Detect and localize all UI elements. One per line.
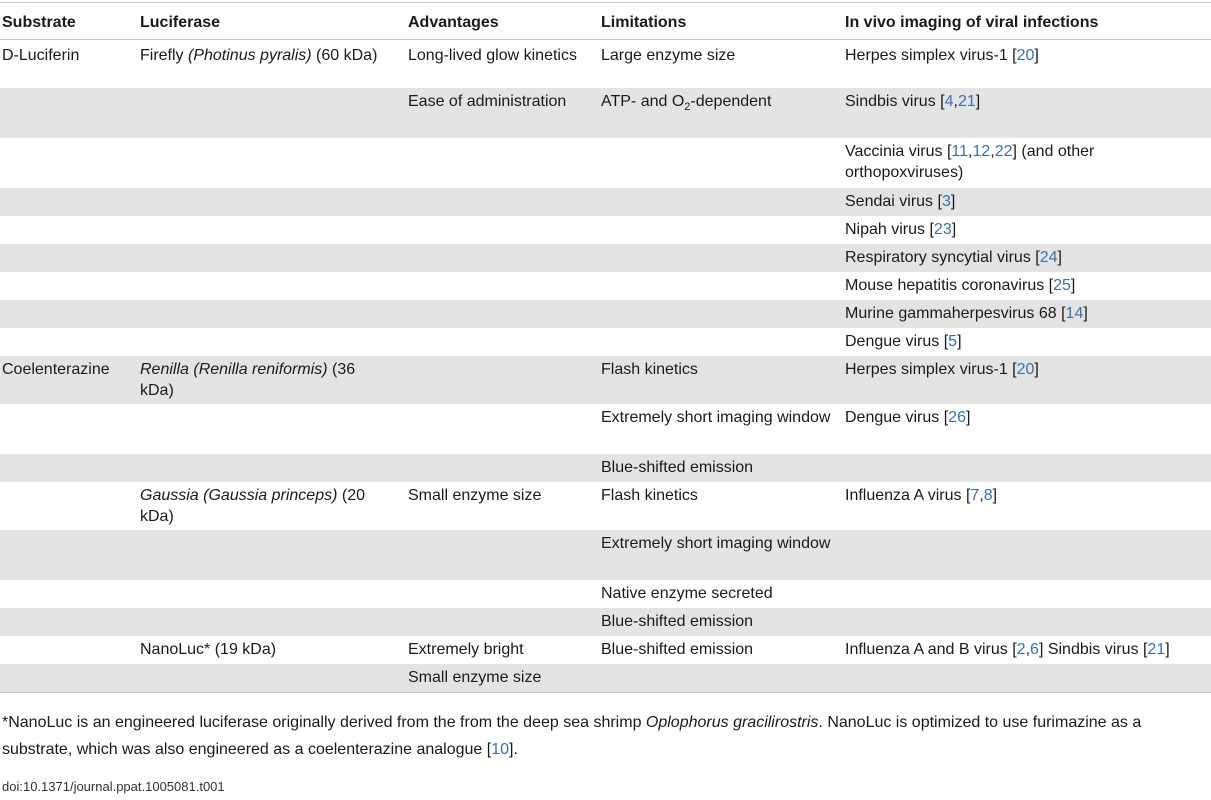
imaging-cell [845, 639, 1211, 660]
cell-text: Extremely short imaging window [601, 409, 831, 426]
cell-text: Small enzyme size [408, 669, 542, 686]
table-top-rule [0, 2, 1211, 3]
limitations-cell [601, 457, 831, 478]
cell-text: Large enzyme size [601, 47, 736, 64]
advantages-cell [408, 639, 588, 660]
cell-text: *NanoLuc is an engineered luciferase originally derived from the from the deep sea shrimp [2, 714, 646, 731]
italic-text: (Photinus pyralis) [188, 47, 312, 64]
cell-text: Sindbis virus [ [845, 93, 945, 110]
cell-text: ] [1034, 47, 1039, 64]
cell-text: Dengue virus [ [845, 409, 949, 426]
advantages-cell [408, 45, 588, 66]
citation-link[interactable]: 10 [491, 741, 509, 758]
cell-text: ] [950, 193, 956, 210]
cell-text: Firefly [140, 47, 188, 64]
table-row [0, 404, 1211, 454]
header-rule [0, 39, 1211, 40]
cell-text: , [968, 143, 973, 160]
table-row [0, 42, 1211, 88]
imaging-cell [845, 141, 1211, 183]
header-luciferase: Luciferase [140, 14, 221, 31]
table-row [0, 482, 1211, 530]
cell-text: Ease of administration [408, 93, 567, 110]
cell-text: , [1025, 641, 1031, 658]
citation-link[interactable]: 14 [1065, 305, 1084, 322]
imaging-cell [845, 407, 1211, 428]
luciferase-cell [140, 485, 390, 527]
advantages-cell [408, 91, 588, 112]
cell-text: ] [1165, 641, 1170, 658]
cell-text: Nipah virus [ [845, 221, 934, 238]
italic-text: Renilla (Renilla reniformis) [140, 361, 328, 378]
table-row [0, 88, 1211, 138]
substrate-cell [2, 359, 132, 380]
table-row [0, 138, 1211, 188]
cell-text: (20 kDa) [140, 487, 365, 525]
luciferase-cell [140, 639, 390, 660]
citation-link[interactable]: 24 [1039, 249, 1058, 266]
limitations-cell [601, 611, 831, 632]
cell-text: -dependent [690, 93, 772, 110]
limitations-cell [601, 91, 831, 112]
citation-link[interactable]: 21 [957, 93, 976, 110]
table-row [0, 216, 1211, 244]
imaging-cell [845, 359, 1211, 380]
limitations-cell [601, 45, 831, 66]
imaging-cell [845, 91, 1211, 112]
limitations-cell [601, 533, 831, 554]
italic-text: Oplophorus gracilirostris [645, 714, 819, 731]
substrate-cell [2, 45, 132, 66]
cell-text: Small enzyme size [408, 487, 542, 504]
cell-text: Blue-shifted emission [601, 613, 754, 630]
cell-text: , [979, 487, 984, 504]
limitations-cell [601, 407, 831, 428]
cell-text: ] [951, 221, 957, 238]
citation-link[interactable]: 2 [1016, 641, 1026, 658]
table-row [0, 272, 1211, 300]
cell-text: Mouse hepatitis coronavirus [ [845, 277, 1054, 294]
limitations-cell [601, 485, 831, 506]
citation-link[interactable]: 5 [948, 333, 958, 350]
luciferase-cell [140, 359, 390, 401]
limitations-cell [601, 359, 831, 380]
citation-link[interactable]: 20 [1016, 361, 1035, 378]
cell-text: ] [1034, 361, 1039, 378]
cell-text: ] [992, 487, 998, 504]
subscript-text: 2 [684, 101, 691, 114]
cell-text: Extremely bright [408, 641, 524, 658]
cell-text: Herpes simplex virus-1 [ [845, 361, 1017, 378]
cell-text: Respiratory syncytial virus [ [845, 249, 1040, 266]
table-row [0, 188, 1211, 216]
cell-text: (60 kDa) [311, 47, 378, 64]
cell-text: . NanoLuc is optimized to use furimazine as a substrate, which was also engineered as a coelenterazine analogue [ [2, 714, 1142, 758]
imaging-cell [845, 331, 1211, 352]
cell-text: Native enzyme secreted [601, 585, 773, 602]
cell-text: ] [965, 409, 971, 426]
citation-link[interactable]: 3 [941, 193, 951, 210]
advantages-cell [408, 667, 588, 688]
limitations-cell [601, 583, 831, 604]
cell-text: Dengue virus [ [845, 333, 949, 350]
table-row [0, 636, 1211, 664]
cell-text: , [990, 143, 995, 160]
cell-text: Flash kinetics [601, 487, 698, 504]
table-row [0, 608, 1211, 636]
citation-link[interactable]: 12 [972, 143, 991, 160]
table-bottom-rule [0, 692, 1211, 693]
cell-text: (36 kDa) [140, 361, 356, 399]
table-footnote [2, 709, 1202, 763]
table-row [0, 328, 1211, 356]
cell-text: Flash kinetics [601, 361, 698, 378]
imaging-cell [845, 247, 1211, 268]
citation-link[interactable]: 4 [944, 93, 954, 110]
citation-link[interactable]: 20 [1016, 47, 1035, 64]
header-advantages: Advantages [408, 14, 499, 31]
cell-text: ]. [509, 741, 518, 758]
citation-link[interactable]: 21 [1147, 641, 1166, 658]
cell-text: Influenza A and B virus [ [845, 641, 1017, 658]
cell-text: ] [1057, 249, 1062, 266]
table-row [0, 300, 1211, 328]
citation-link[interactable]: 22 [994, 143, 1013, 160]
header-limitations: Limitations [601, 14, 687, 31]
cell-text: Influenza A virus [ [845, 487, 971, 504]
cell-text: , [953, 93, 958, 110]
imaging-cell [845, 191, 1211, 212]
italic-text: Gaussia (Gaussia princeps) [140, 487, 338, 504]
imaging-cell [845, 45, 1211, 66]
cell-text: ] (and other orthopoxviruses) [845, 143, 1095, 181]
cell-text: Extremely short imaging window [601, 535, 831, 552]
cell-text: Vaccinia virus [ [845, 143, 952, 160]
cell-text: Herpes simplex virus-1 [ [845, 47, 1017, 64]
cell-text: NanoLuc* (19 kDa) [140, 641, 277, 658]
cell-text: Blue-shifted emission [601, 641, 754, 658]
cell-text: Murine gammaherpesvirus 68 [ [845, 305, 1066, 322]
table-row [0, 244, 1211, 272]
citation-link[interactable]: 23 [933, 221, 952, 238]
doi-label: doi:10.1371/journal.ppat.1005081.t001 [2, 779, 225, 794]
table-row [0, 356, 1211, 404]
cell-text: ATP- and O [601, 93, 685, 110]
table-row [0, 530, 1211, 580]
citation-link[interactable]: 8 [983, 487, 993, 504]
imaging-cell [845, 303, 1211, 324]
cell-text: Coelenterazine [2, 361, 110, 378]
imaging-cell [845, 485, 1211, 506]
cell-text: ] [1083, 305, 1088, 322]
luciferase-cell [140, 45, 390, 66]
citation-link[interactable]: 25 [1053, 277, 1071, 294]
citation-link[interactable]: 26 [948, 409, 966, 426]
table-row [0, 580, 1211, 608]
cell-text: Sendai virus [ [845, 193, 942, 210]
cell-text: D-Luciferin [2, 47, 80, 64]
citation-link[interactable]: 11 [951, 143, 969, 160]
citation-link[interactable]: 7 [970, 487, 980, 504]
imaging-cell [845, 219, 1211, 240]
cell-text: ] [957, 333, 962, 350]
cell-text: Blue-shifted emission [601, 459, 754, 476]
table-row [0, 454, 1211, 482]
advantages-cell [408, 485, 588, 506]
table-header-row [0, 6, 1211, 39]
imaging-cell [845, 275, 1211, 296]
header-in-vivo-imaging: In vivo imaging of viral infections [845, 14, 1099, 31]
cell-text: ] [1070, 277, 1076, 294]
table-row [0, 664, 1211, 692]
header-substrate: Substrate [2, 14, 76, 31]
limitations-cell [601, 639, 831, 660]
cell-text: Long-lived glow kinetics [408, 47, 577, 64]
cell-text: ] [975, 93, 981, 110]
citation-link[interactable]: 6 [1030, 641, 1039, 658]
cell-text: ] Sindbis virus [ [1038, 641, 1148, 658]
